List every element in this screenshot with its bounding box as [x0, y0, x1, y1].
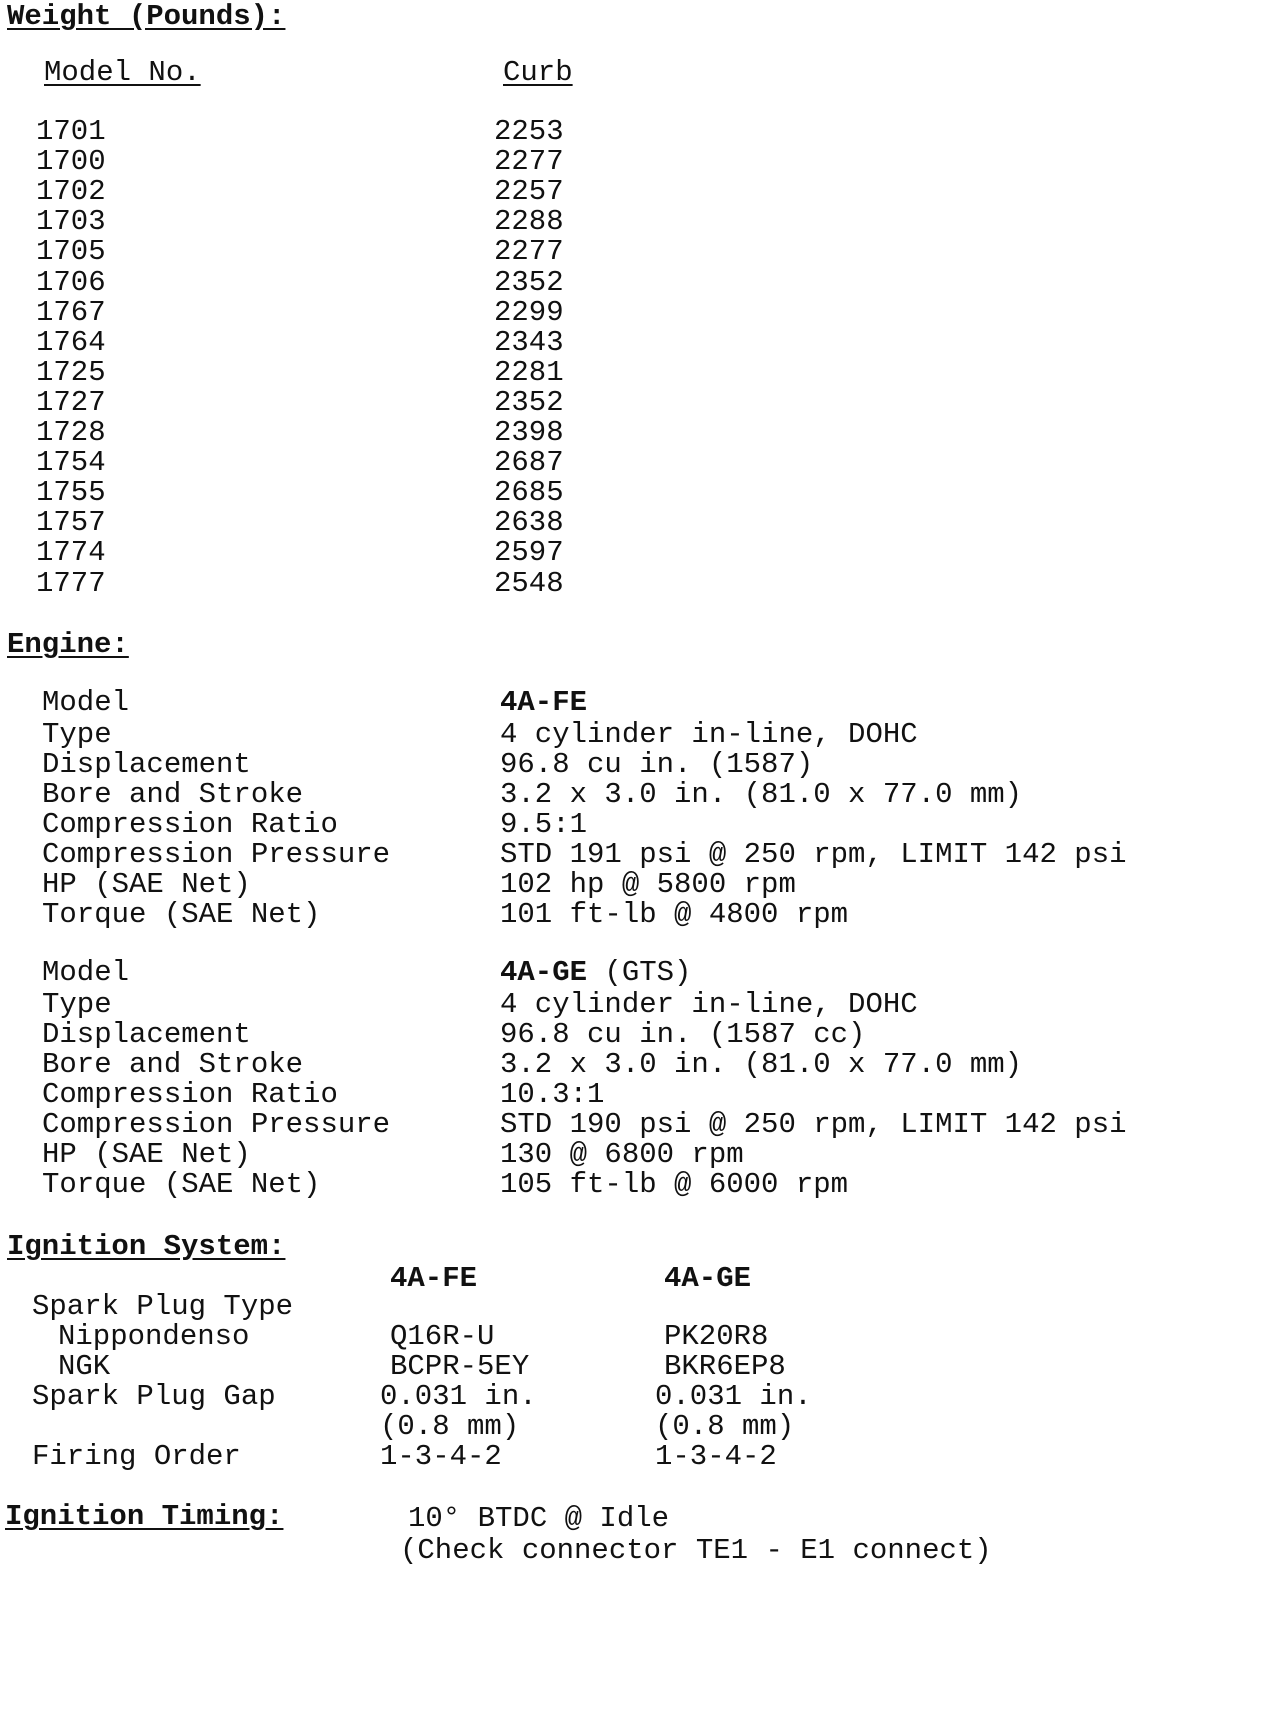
engine-spec-label: Type	[42, 718, 112, 751]
weight-curb-cell: 2597	[494, 536, 564, 570]
ge-model-label: Model	[42, 956, 130, 989]
weight-model-cell: 1755	[36, 476, 106, 510]
weight-curb-cell: 2685	[494, 476, 564, 510]
ngk-fe: BCPR-5EY	[390, 1350, 530, 1383]
weight-model-cell: 1767	[36, 295, 106, 329]
weight-model-cell: 1701	[36, 115, 106, 148]
weight-model-cell: 1706	[36, 265, 106, 299]
engine-spec-label: Compression Ratio	[42, 1078, 338, 1111]
spark-plug-type-label: Spark Plug Type	[32, 1290, 294, 1323]
ignition-col-fe: 4A-FE	[390, 1262, 478, 1295]
fe-model-label: Model	[42, 686, 130, 719]
weight-curb-cell: 2352	[494, 385, 564, 419]
engine-spec-label: HP (SAE Net)	[42, 1138, 251, 1171]
engine-spec-value: STD 190 psi @ 250 rpm, LIMIT 142 psi	[500, 1108, 1127, 1141]
engine-spec-value: 105 ft-lb @ 6000 rpm	[500, 1168, 849, 1201]
weight-curb-cell: 2687	[494, 446, 564, 480]
engine-spec-label: Bore and Stroke	[42, 1048, 304, 1081]
nippondenso-ge: PK20R8	[664, 1320, 769, 1353]
weight-model-cell: 1705	[36, 235, 106, 269]
weight-curb-cell: 2398	[494, 416, 564, 449]
engine-spec-value: 96.8 cu in. (1587)	[500, 748, 814, 781]
weight-curb-cell: 2548	[494, 566, 564, 600]
spark-plug-gap-label: Spark Plug Gap	[32, 1380, 276, 1413]
engine-spec-label: Type	[42, 988, 112, 1021]
weight-model-cell: 1727	[36, 385, 106, 419]
engine-spec-label: Compression Ratio	[42, 808, 338, 841]
engine-spec-label: Torque (SAE Net)	[42, 1168, 321, 1201]
engine-spec-value: 10.3:1	[500, 1078, 605, 1111]
nippondenso-label: Nippondenso	[58, 1320, 250, 1353]
engine-spec-label: Compression Pressure	[42, 838, 391, 871]
weight-curb-cell: 2299	[494, 295, 564, 329]
gap-fe-mm: (0.8 mm)	[380, 1410, 520, 1443]
timing-line-2: (Check connector TE1 - E1 connect)	[400, 1534, 992, 1567]
weight-model-cell: 1728	[36, 416, 106, 449]
weight-model-cell: 1777	[36, 566, 106, 600]
weight-curb-cell: 2253	[494, 115, 564, 148]
engine-spec-value: 3.2 x 3.0 in. (81.0 x 77.0 mm)	[500, 778, 1023, 811]
weight-curb-cell: 2352	[494, 265, 564, 299]
weight-curb-cell: 2277	[494, 235, 564, 269]
firing-fe: 1-3-4-2	[380, 1440, 502, 1473]
weight-curb-cell: 2638	[494, 506, 564, 540]
gap-ge: 0.031 in.	[655, 1380, 812, 1413]
gap-ge-mm: (0.8 mm)	[655, 1410, 795, 1443]
curb-column-header: Curb	[503, 56, 573, 89]
engine-spec-value: 3.2 x 3.0 in. (81.0 x 77.0 mm)	[500, 1048, 1023, 1081]
engine-spec-value: 9.5:1	[500, 808, 588, 841]
ngk-label: NGK	[58, 1350, 111, 1383]
engine-heading: Engine:	[7, 628, 129, 661]
weight-curb-cell: 2277	[494, 145, 564, 179]
engine-spec-label: Displacement	[42, 748, 251, 781]
ngk-ge: BKR6EP8	[664, 1350, 786, 1383]
ge-model-suffix: (GTS)	[587, 956, 692, 989]
engine-spec-value: 96.8 cu in. (1587 cc)	[500, 1018, 866, 1051]
weight-model-cell: 1703	[36, 205, 106, 239]
weight-curb-cell: 2257	[494, 175, 564, 209]
engine-spec-label: Bore and Stroke	[42, 778, 304, 811]
ignition-system-heading: Ignition System:	[7, 1230, 286, 1263]
weight-model-cell: 1757	[36, 506, 106, 540]
engine-spec-value: 101 ft-lb @ 4800 rpm	[500, 898, 849, 931]
weight-heading: Weight (Pounds):	[7, 0, 286, 33]
weight-curb-cell: 2288	[494, 205, 564, 239]
timing-line-1: 10° BTDC @ Idle	[408, 1502, 670, 1535]
engine-spec-label: Torque (SAE Net)	[42, 898, 321, 931]
engine-spec-label: HP (SAE Net)	[42, 868, 251, 901]
engine-spec-value: STD 191 psi @ 250 rpm, LIMIT 142 psi	[500, 838, 1127, 871]
engine-spec-label: Compression Pressure	[42, 1108, 391, 1141]
engine-spec-value: 4 cylinder in-line, DOHC	[500, 718, 918, 751]
engine-spec-label: Displacement	[42, 1018, 251, 1051]
firing-order-label: Firing Order	[32, 1440, 241, 1473]
model-no-column-header: Model No.	[44, 56, 201, 89]
gap-fe: 0.031 in.	[380, 1380, 537, 1413]
engine-spec-value: 102 hp @ 5800 rpm	[500, 868, 796, 901]
weight-model-cell: 1774	[36, 536, 106, 570]
ignition-timing-heading: Ignition Timing:	[5, 1500, 284, 1533]
firing-ge: 1-3-4-2	[655, 1440, 777, 1473]
engine-spec-value: 130 @ 6800 rpm	[500, 1138, 744, 1171]
nippondenso-fe: Q16R-U	[390, 1320, 495, 1353]
weight-model-cell: 1702	[36, 175, 106, 209]
engine-spec-value: 4 cylinder in-line, DOHC	[500, 988, 918, 1021]
ge-model-value-line	[500, 956, 691, 989]
weight-model-cell: 1700	[36, 145, 106, 179]
ge-model-value: 4A-GE	[500, 956, 588, 989]
weight-model-cell: 1754	[36, 446, 106, 480]
ignition-col-ge: 4A-GE	[664, 1262, 752, 1295]
weight-curb-cell: 2281	[494, 355, 564, 389]
weight-curb-cell: 2343	[494, 325, 564, 359]
fe-model-value: 4A-FE	[500, 686, 588, 719]
weight-model-cell: 1725	[36, 355, 106, 389]
weight-model-cell: 1764	[36, 325, 106, 359]
